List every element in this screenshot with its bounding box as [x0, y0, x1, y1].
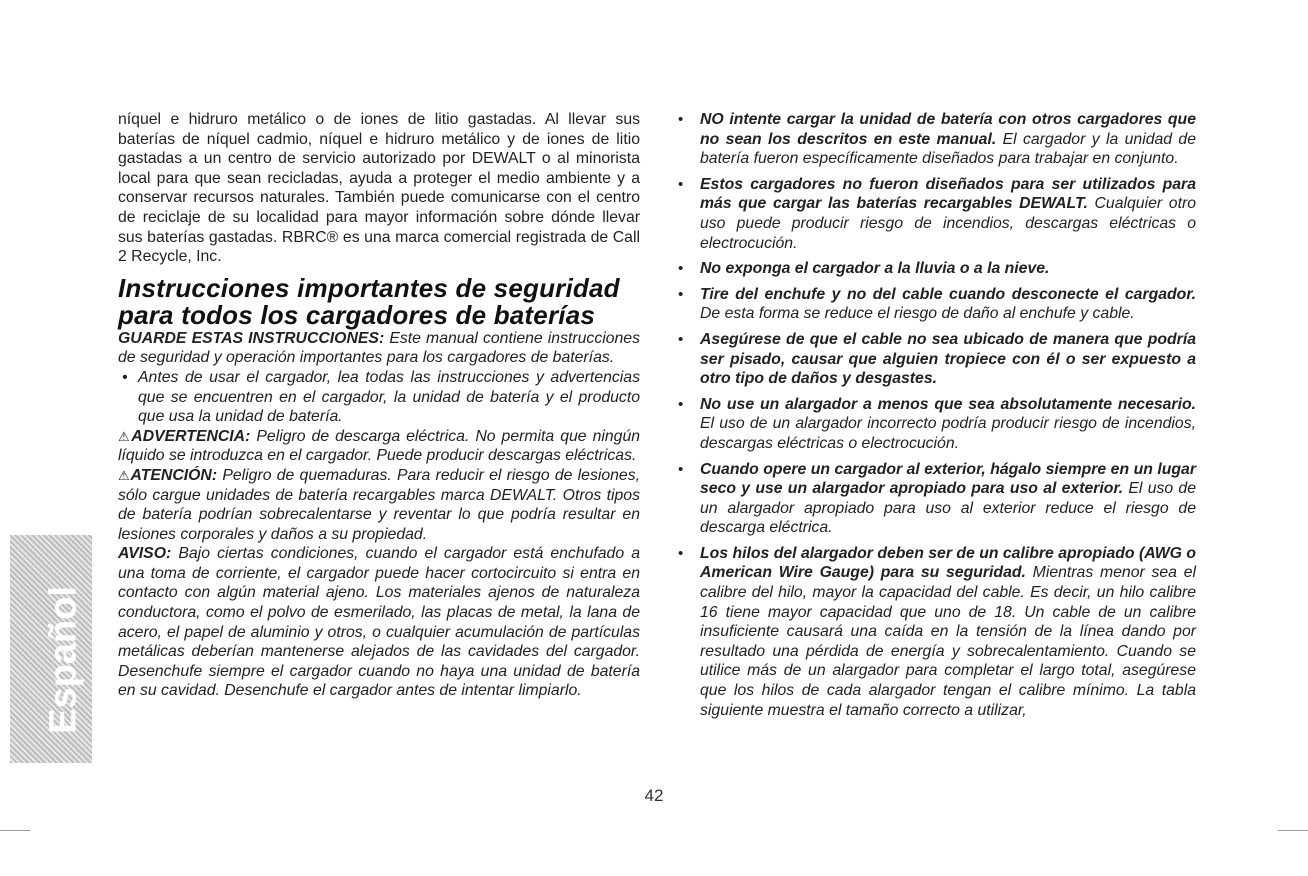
list-item [676, 285, 1196, 324]
crop-mark-left [0, 830, 30, 831]
guarde-paragraph [118, 329, 640, 368]
bullet-dot-icon: • [678, 285, 684, 303]
atencion-paragraph [118, 466, 640, 544]
page-number: 42 [644, 786, 664, 805]
list-item [676, 460, 1196, 538]
advertencia-label: ADVERTENCIA: [131, 427, 251, 445]
bullet-text: Mientras menor sea el calibre del hilo, mayor la capacidad del cable. Es decir, un hilo calibre 16 tiene mayor capacidad que uno de 18. Un cable de un calibre insuficiente causará una caída en la tensión de la línea dando por resultado una pérdida de energía y sobrecalentamiento. Cuando se utilice más de un alargador para completar el largo total, asegúrese que los hilos de cada alargador tengan el calibre mínimo. La tabla siguiente muestra el tamaño correcto a utilizar, [700, 564, 1196, 719]
crop-mark-right [1278, 830, 1308, 831]
bullet-bold-text: No use un alargador a menos que sea absolutamente necesario. [700, 395, 1196, 413]
section-heading: Instrucciones importantes de seguridad para todos los cargadores de baterías [118, 272, 620, 330]
side-tab-label: Español [42, 586, 85, 734]
bullet-bold-text: Asegúrese de que el cable no sea ubicado de manera que podría ser pisado, causar que alguien tropiece con él o ser expuesto a otro tipo de daños y desgastes. [700, 330, 1196, 388]
bullet-bold-text: Tire del enchufe y no del cable cuando desconecte el cargador. [700, 285, 1196, 303]
bullet-bold-text: Estos cargadores no fueron diseñados para ser utilizados para más que cargar las baterías recargables DEWALT. [700, 175, 1196, 213]
bullet-dot-icon: • [678, 544, 684, 562]
bullet-dot-icon: • [678, 260, 684, 278]
advertencia-paragraph [118, 427, 640, 466]
bullet-dot-icon: • [678, 111, 684, 128]
bullet-text: El cargador y la unidad de batería fueron específicamente diseñados para trabajar en conjunto. [700, 130, 1196, 168]
bullet-dot-icon: • [678, 395, 684, 413]
list-item [676, 330, 1196, 389]
warning-triangle-icon: ⚠ [118, 467, 131, 483]
aviso-text: Bajo ciertas condiciones, cuando el cargador está enchufado a una toma de corriente, el cargador puede hacer cortocircuito si entra en contacto con algún material ajeno. Los materiales ajenos de naturaleza conductora, como el polvo de esmerilado, las placas de metal, la lana de acero, el papel de aluminio y otros, o cualquier acumulación de partículas metálicas deberían mantenerse alejados de las cavidades del cargador. Desenchufe siempre el cargador cuando no haya una unidad de batería en su cavidad. Desenchufe el cargador antes de intentar limpiarlo. [118, 545, 641, 700]
guarde-label: GUARDE ESTAS INSTRUCCIONES: [118, 329, 385, 347]
bullet-text: Cualquier otro uso puede producir riesgo de incendios, descargas eléctricas o electrocución. [700, 195, 1196, 252]
atencion-text: Peligro de quemaduras. Para reducir el riesgo de lesiones, sólo cargue unidades de batería recargables marca DEWALT. Otros tipos de batería podrían sobrecalentarse y reventar lo que podría resultar en lesiones corporales y daños a su propiedad. [118, 466, 641, 543]
bullet-dot-icon: • [678, 330, 684, 348]
list-item [676, 259, 1196, 279]
bullet-item [118, 368, 640, 427]
bullet-dot-icon: • [678, 460, 684, 478]
bullet-text: El uso de un alargador apropiado para uso al exterior reduce el riesgo de descarga eléctrica. [700, 480, 1197, 537]
left-column [118, 110, 640, 701]
list-item [676, 110, 1196, 169]
warning-triangle-icon: ⚠ [118, 428, 132, 444]
bullet-text: Antes de usar el cargador, lea todas las instrucciones y advertencias que se encuentren en el cargador, la unidad de batería y el producto que usa la unidad de batería. [138, 368, 640, 426]
aviso-label: AVISO: [118, 545, 172, 563]
safety-bullet-list [676, 110, 1196, 720]
advertencia-text: Peligro de descarga eléctrica. No permita que ningún líquido se introduzca en el cargador. Puede producir descargas eléctricas. [118, 427, 641, 465]
guarde-text: Este manual contiene instrucciones de seguridad y operación importantes para los cargadores de baterías. [118, 329, 640, 367]
bullet-bold-text: Los hilos del alargador deben ser de un calibre apropiado (AWG o American Wire Gauge) para su seguridad. [700, 544, 1196, 582]
right-column [676, 110, 1196, 726]
bullet-dot-icon: • [122, 368, 128, 386]
aviso-paragraph [118, 544, 640, 701]
list-item [676, 175, 1196, 253]
bullet-bold-text: Cuando opere un cargador al exterior, hágalo siempre en un lugar seco y use un alargador apropiado para uso al exterior. [700, 460, 1196, 498]
list-item [676, 544, 1196, 720]
bullet-bold-text: No exponga el cargador a la lluvia o a la nieve. [700, 260, 1050, 278]
bullet-text: El uso de un alargador incorrecto podría producir riesgo de incendios, descargas eléctricas o electrocución. [700, 415, 1196, 452]
bullet-dot-icon: • [678, 175, 684, 193]
bullet-text: De esta forma se reduce el riesgo de daño al enchufe y cable. [700, 305, 1135, 323]
recycling-paragraph: níquel e hidruro metálico o de iones de litio gastadas. Al llevar sus baterías de níquel cadmio, níquel e hidruro metálico y de iones de litio gastadas a un centro de servicio autorizado por DEWALT o al minorista local para que sean recicladas, ayuda a proteger el medio ambiente y a conservar recursos naturales. También puede comunicarse con el centro de reciclaje de su localidad para mayor información sobre dónde llevar sus baterías gastadas. RBRC® es una marca comercial registrada de Call 2 Recycle, Inc. [118, 111, 640, 266]
list-item [676, 395, 1196, 454]
bullet-bold-text: NO intente cargar la unidad de batería con otros cargadores que no sean los descritos en este manual. [700, 111, 1196, 148]
atencion-label: ATENCIÓN: [130, 466, 218, 484]
